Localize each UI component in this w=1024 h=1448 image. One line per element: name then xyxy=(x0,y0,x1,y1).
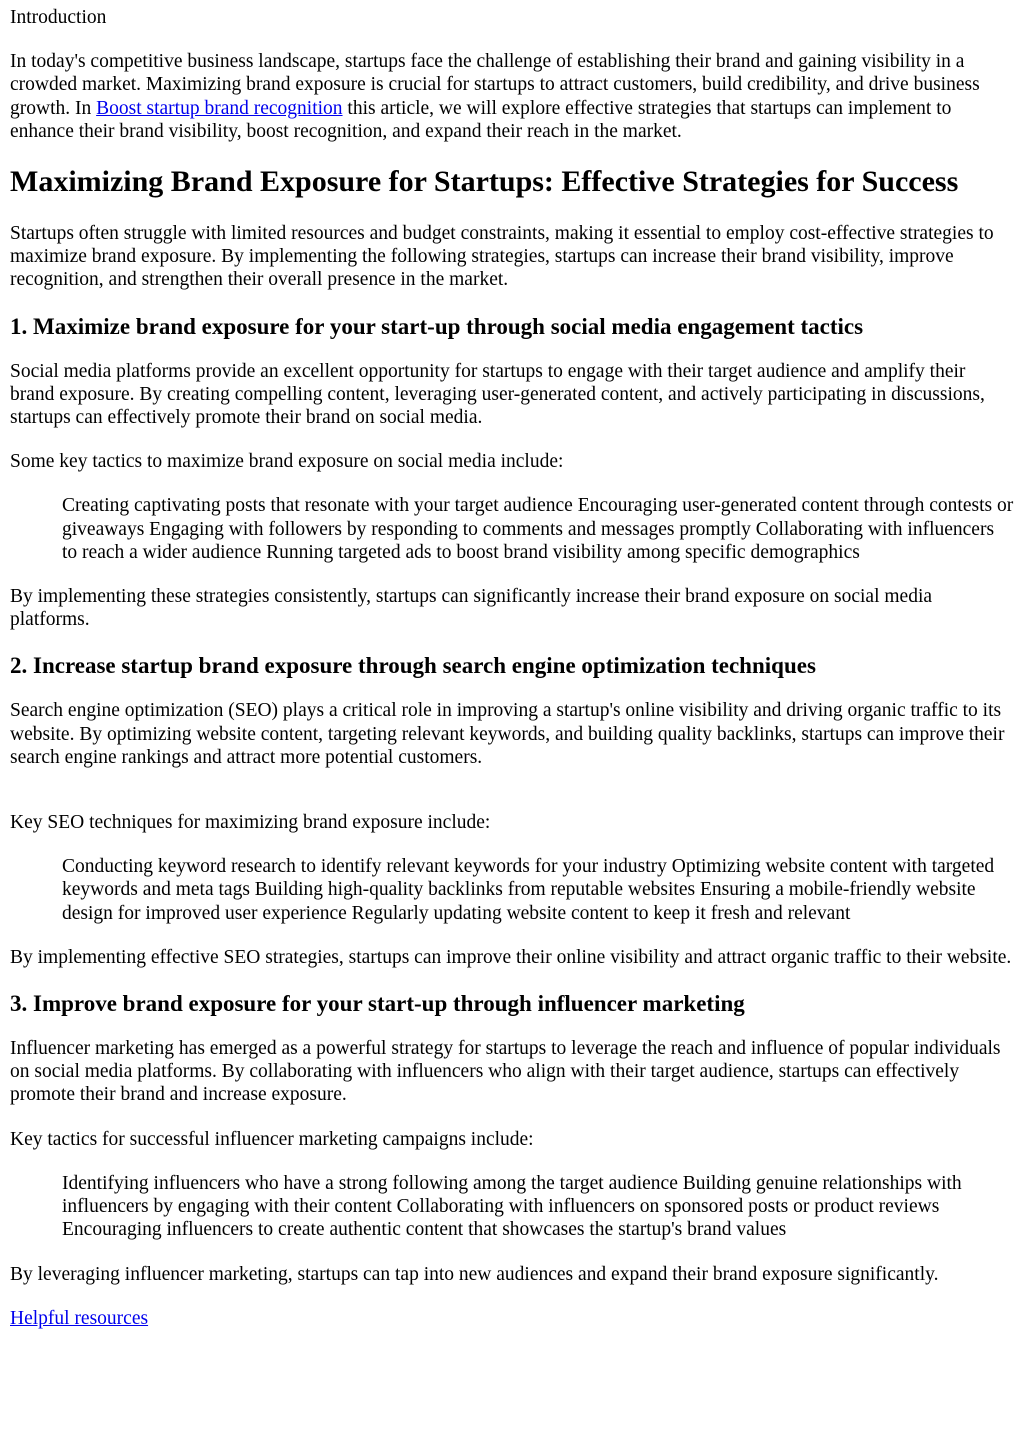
section-heading-influencer: 3. Improve brand exposure for your start-up through influencer marketing xyxy=(10,991,745,1017)
footer-paragraph xyxy=(10,1307,1014,1330)
intro-text-after-link: this article, we will explore effective strategies that startups can implement to enhance their brand visibility, boost recognition, and expand their reach in the market. xyxy=(10,97,952,142)
intro-paragraph xyxy=(10,50,1014,143)
section-paragraph: Search engine optimization (SEO) plays a critical role in improving a startup's online visibility and driving organic traffic to its website. By optimizing website content, targeting relevant keywords, and building quality backlinks, startups can improve their search engine rankings and attract more potential customers. xyxy=(10,700,1005,768)
main-intro-paragraph: Startups often struggle with limited resources and budget constraints, making it essential to employ cost-effective strategies to maximize brand exposure. By implementing the following strategies, startups can increase their brand visibility, improve recognition, and strengthen their overall presence in the market. xyxy=(10,223,994,291)
boost-brand-recognition-link[interactable]: Boost startup brand recognition xyxy=(96,97,343,119)
section-closing: By leveraging influencer marketing, startups can tap into new audiences and expand their brand exposure significantly. xyxy=(10,1263,939,1285)
section-lead: Key SEO techniques for maximizing brand exposure include: xyxy=(10,812,491,834)
section-heading-social-media: 1. Maximize brand exposure for your start-up through social media engagement tactics xyxy=(10,313,864,339)
section-paragraph: Influencer marketing has emerged as a powerful strategy for startups to leverage the reach and influence of popular individuals on social media platforms. By collaborating with influencers who align with their target audience, startups can effectively promote their brand and increase exposure. xyxy=(10,1038,1001,1106)
helpful-resources-link[interactable]: Helpful resources xyxy=(10,1307,149,1329)
tactics-blockquote: Conducting keyword research to identify relevant keywords for your industry Optimizing website content with targeted keywords and meta tags Building high-quality backlinks from reputable websites Ensuring a mobile-friendly website design for improved user experience Regularly updating website content to keep it fresh and relevant xyxy=(62,856,995,924)
section-closing: By implementing these strategies consistently, startups can significantly increase their brand exposure on social media platforms. xyxy=(10,586,933,631)
section-closing: By implementing effective SEO strategies, startups can improve their online visibility and attract organic traffic to their website. xyxy=(10,946,1012,968)
intro-text-before-link: In today's competitive business landscape, startups face the challenge of establishing their brand and gaining visibility in a crowded market. Maximizing brand exposure is crucial for startups to attract customers, build credibility, and drive business growth. In xyxy=(10,51,980,119)
tactics-blockquote: Creating captivating posts that resonate with your target audience Encouraging user-generated content through contests or giveaways Engaging with followers by responding to comments and messages promptly Collaborating with influencers to reach a wider audience Running targeted ads to boost brand visibility among specific demographics xyxy=(62,495,1014,563)
section-lead: Some key tactics to maximize brand exposure on social media include: xyxy=(10,451,564,473)
section-lead: Key tactics for successful influencer marketing campaigns include: xyxy=(10,1128,534,1150)
intro-label: Introduction xyxy=(10,7,107,28)
tactics-blockquote: Identifying influencers who have a strong following among the target audience Building genuine relationships with influencers by engaging with their content Collaborating with influencers on sponsored posts or product reviews Encouraging influencers to create authentic content that showcases the startup's brand values xyxy=(62,1172,962,1241)
section-paragraph: Social media platforms provide an excellent opportunity for startups to engage with their target audience and amplify their brand exposure. By creating compelling content, leveraging user-generated content, and actively participating in discussions, startups can effectively promote their brand on social media. xyxy=(10,360,985,429)
page-title: Maximizing Brand Exposure for Startups: Effective Strategies for Success xyxy=(10,165,959,199)
section-heading-seo: 2. Increase startup brand exposure through search engine optimization techniques xyxy=(10,653,816,679)
